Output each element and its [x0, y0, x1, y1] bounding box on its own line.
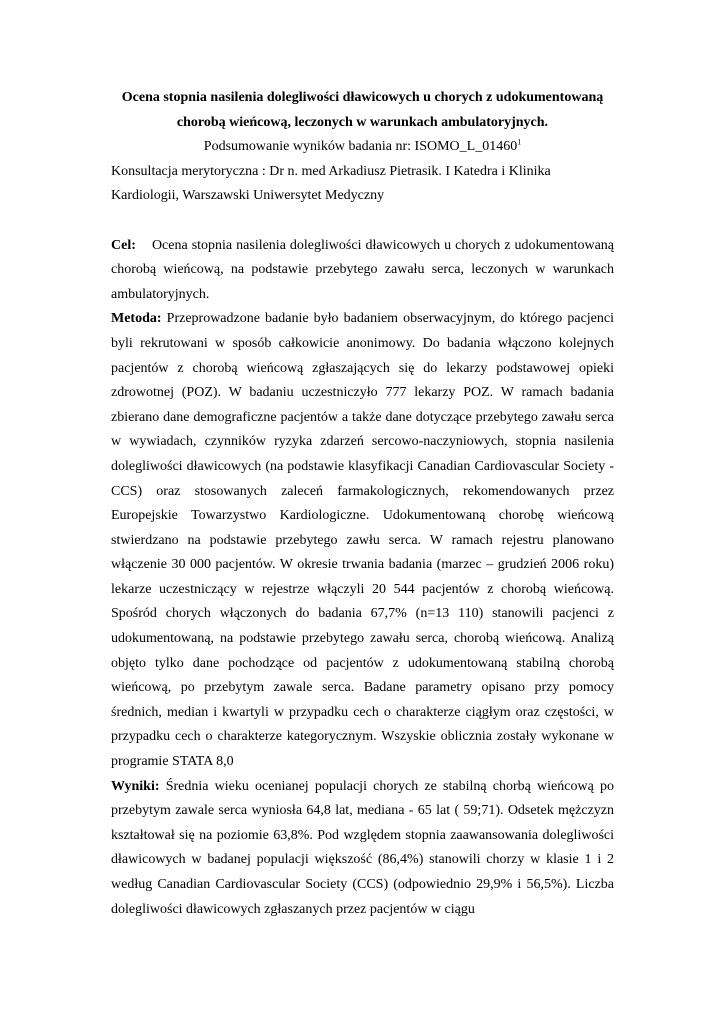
section-wyniki: [111, 775, 614, 923]
consultation-line: Konsultacja merytoryczna : Dr n. med Arkadiusz Pietrasik. I Katedra i Klinika Kardiologii, Warszawski Uniwersytet Medyczny: [111, 163, 551, 204]
section-cel-label: Cel:: [111, 237, 136, 253]
section-cel: [111, 234, 614, 308]
document-subtitle: [111, 135, 614, 160]
section-wyniki-label: Wyniki:: [111, 778, 160, 794]
section-metoda-text: Przeprowadzone badanie było badaniem obserwacyjnym, do którego pacjenci byli rekrutowani w sposób całkowicie anonimowy. Do badania włączono kolejnych pacjentów z chorobą wieńcową zgłaszających się do lekarzy podstawowej opieki zdrowotnej (POZ). W badaniu uczestniczyło 777 lekarzy POZ. W ramach badania zbierano dane demograficzne pacjentów a także dane dotyczące przebytego zawału serca w wywiadach, czynników ryzyka zdarzeń sercowo-naczyniowych, stopnia nasilenia dolegliwości dławicowych (na podstawie klasyfikacji Canadian Cardiovascular Society -CCS) oraz stosowanych zaleceń farmakologicznych, rekomendowanych przez Europejskie Towarzystwo Kardiologiczne. Udokumentowaną chorobę wieńcową stwierdzano na podstawie przebytego zawłu serca. W ramach rejestru planowano włączenie 30 000 pacjentów. W okresie trwania badania (marzec – grudzień 2006 roku) lekarze uczestniczący w rejestrze włączyli 20 544 pacjentów z chorobą wieńcową. Spośród chorych włączonych do badania 67,7% (n=13 110) stanowili pacjenci z udokumentowaną, na podstawie przebytego zawału serca, chorobą wieńcową. Analizą objęto tylko dane pochodzące od pacjentów z udokumentowaną stabilną chorobą wieńcową, po przebytym zawale serca. Badane parametry opisano przy pomocy średnich, median i kwartyli w przypadku cech o charakterze ciągłym oraz częstości, w przypadku cech o charakterze kategorycznym. Wszyskie oblicznia zostały wykonane w programie STATA 8,0: [111, 311, 614, 770]
section-cel-text: Ocena stopnia nasilenia dolegliwości dławicowych u chorych z udokumentowaną chorobą wieńcową, na podstawie przebytego zawału serca, leczonych w warunkach ambulatoryjnych.: [111, 237, 614, 302]
subtitle-text: Podsumowanie wyników badania nr: ISOMO_L_01460: [203, 139, 518, 155]
spacer: [111, 209, 614, 234]
section-metoda: [111, 307, 614, 774]
section-wyniki-text: Średnia wieku ocenianej populacji chorych ze stabilną chorbą wieńcową po przebytym zawale serca wyniosła 64,8 lat, mediana - 65 lat ( 59;71). Odsetek mężczyzn kształtował się na poziomie 63,8%. Pod względem stopnia zaawansowania dolegliwości dławicowych w badanej populacji większość (86,4%) stanowili chorzy w klasie 1 i 2 według Canadian Cardiovascular Society (CCS) (odpowiednio 29,9% i 56,5%). Liczba dolegliwości dławicowych zgłaszanych przez pacjentów w ciągu: [111, 778, 614, 917]
footnote-marker: 1: [517, 137, 522, 147]
document-title: Ocena stopnia nasilenia dolegliwości dławicowych u chorych z udokumentowaną chorobą wieńcową, leczonych w warunkach ambulatoryjnych.: [121, 90, 604, 130]
section-metoda-label: Metoda:: [111, 311, 162, 327]
document-page: [111, 86, 614, 922]
